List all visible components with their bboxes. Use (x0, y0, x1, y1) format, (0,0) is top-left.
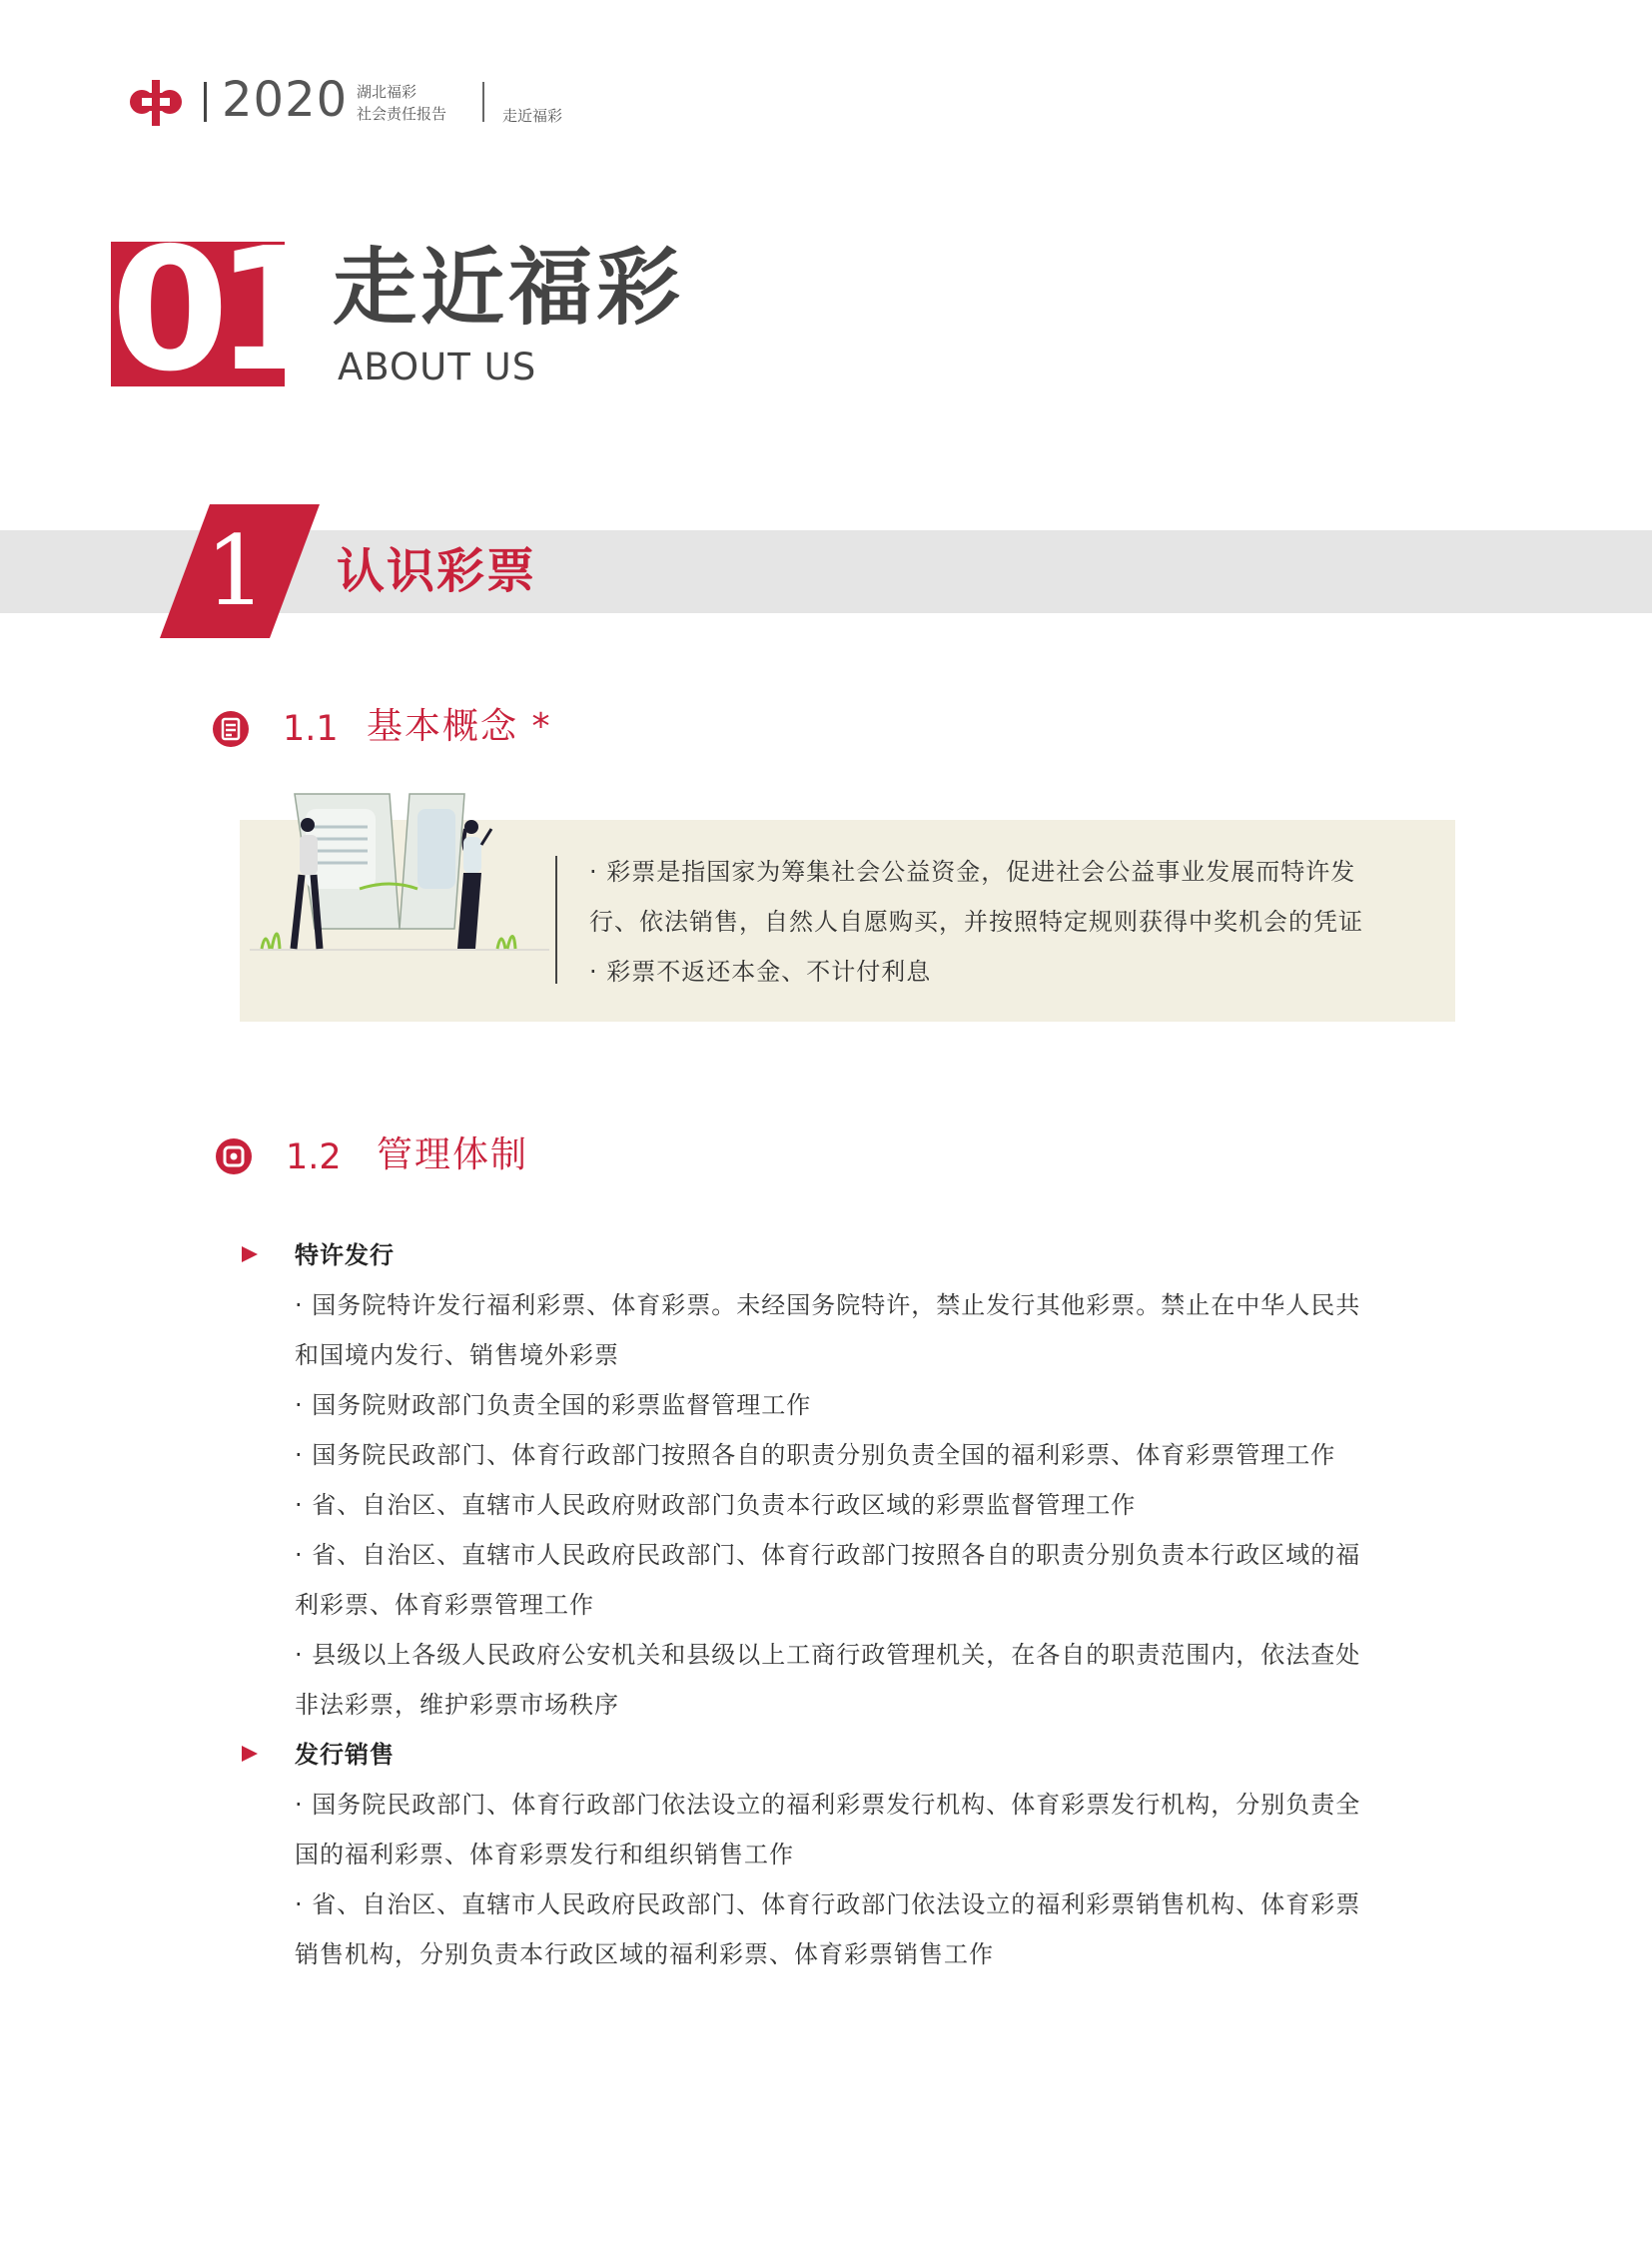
body-line: 和国境内发行、销售境外彩票 (295, 1341, 619, 1369)
report-year: 2020 (222, 72, 349, 128)
chapter-subtitle: ABOUT US (338, 346, 537, 388)
document-icon (212, 710, 250, 748)
body-line: 非法彩票，维护彩票市场秩序 (295, 1691, 619, 1719)
body-line: · 国务院特许发行福利彩票、体育彩票。未经国务院特许，禁止发行其他彩票。禁止在中华人民共 (295, 1291, 1361, 1319)
subsection-title: 管理体制 (377, 1134, 529, 1175)
subsection-number: 1.1 (283, 709, 339, 749)
concept-line: · 彩票不返还本金、不计付利息 (589, 958, 932, 986)
body-line: 销售机构，分别负责本行政区域的福利彩票、体育彩票销售工作 (295, 1940, 994, 1968)
chapter-title: 走近福彩 (333, 239, 685, 337)
header-divider (204, 82, 207, 122)
report-name-line2: 社会责任报告 (357, 105, 447, 123)
body-line: · 国务院财政部门负责全国的彩票监督管理工作 (295, 1391, 812, 1419)
welfare-lottery-logo (128, 78, 184, 128)
body-line: · 国务院民政部门、体育行政部门依法设立的福利彩票发行机构、体育彩票发行机构，分别负责全 (295, 1791, 1361, 1819)
triangle-bullet-icon (240, 1744, 260, 1764)
report-name-line1: 湖北福彩 (357, 83, 417, 101)
body-line: 利彩票、体育彩票管理工作 (295, 1591, 594, 1619)
badge-icon (215, 1137, 253, 1175)
body-line: 国的福利彩票、体育彩票发行和组织销售工作 (295, 1841, 794, 1868)
concept-line: 行、依法销售，自然人自愿购买，并按照特定规则获得中奖机会的凭证 (589, 908, 1363, 936)
body-line: · 国务院民政部门、体育行政部门按照各自的职责分别负责全国的福利彩票、体育彩票管理工作 (295, 1441, 1336, 1469)
concept-line: · 彩票是指国家为筹集社会公益资金，促进社会公益事业发展而特许发 (589, 858, 1356, 886)
chapter-number: 01 (111, 212, 320, 409)
running-section-title: 走近福彩 (502, 107, 563, 125)
body-line: · 省、自治区、直辖市人民政府财政部门负责本行政区域的彩票监督管理工作 (295, 1491, 1137, 1519)
header-divider (482, 82, 484, 122)
subsection-number: 1.2 (286, 1137, 342, 1177)
concept-divider (555, 856, 557, 984)
triangle-bullet-icon (240, 1244, 260, 1264)
reading-book-illustration (250, 789, 549, 1002)
group-title: 特许发行 (295, 1241, 395, 1269)
group-title: 发行销售 (295, 1741, 395, 1769)
body-line: · 县级以上各级人民政府公安机关和县级以上工商行政管理机关，在各自的职责范围内，依法查处 (295, 1641, 1361, 1669)
section-number: 1 (205, 515, 267, 627)
subsection-title: 基本概念 * (367, 706, 552, 747)
body-line: · 省、自治区、直辖市人民政府民政部门、体育行政部门按照各自的职责分别负责本行政区域的福 (295, 1541, 1361, 1569)
section-title: 认识彩票 (337, 543, 537, 599)
body-line: · 省、自治区、直辖市人民政府民政部门、体育行政部门依法设立的福利彩票销售机构、体育彩票 (295, 1890, 1361, 1918)
